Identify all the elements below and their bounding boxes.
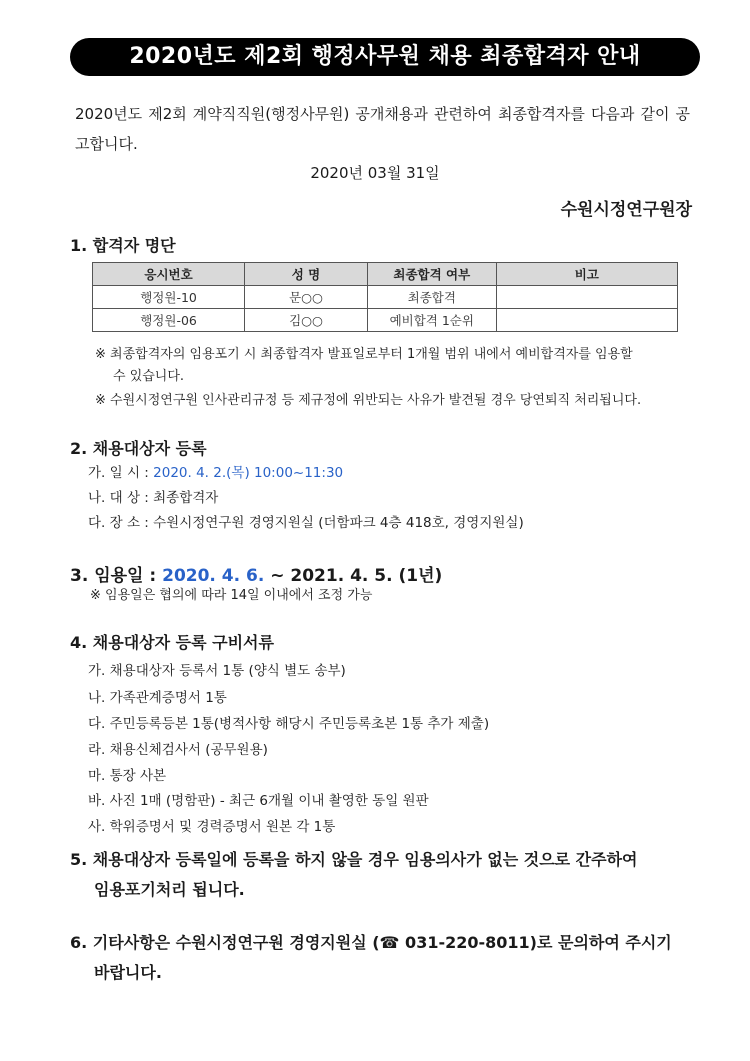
- note-reserve-hire: ※ 최종합격자의 임용포기 시 최종합격자 발표일로부터 1개월 범위 내에서 예비합격자를 임용할 수 있습니다.: [95, 347, 633, 384]
- section-5-text: 5. 채용대상자 등록일에 등록을 하지 않을 경우 임용의사가 없는 것으로 간주하여 임용포기처리 됩니다.: [70, 850, 638, 899]
- result-table: [92, 262, 678, 332]
- result-cell: 예비합격 1순위: [367, 309, 496, 332]
- signer: 수원시정연구원장: [560, 200, 692, 220]
- intro-paragraph: 2020년도 제2회 계약직직원(행정사무원) 공개채용과 관련하여 최종합격자를 다음과 같이 공고합니다.: [75, 105, 690, 153]
- document-item: 가. 채용대상자 등록서 1통 (양식 별도 송부): [88, 663, 346, 679]
- section-3-heading: 3. 임용일 : 2020. 4. 6. ~ 2021. 4. 5. (1년): [70, 566, 443, 586]
- page-title: 2020년도 제2회 행정사무원 채용 최종합격자 안내: [70, 38, 700, 76]
- section-3-note: ※ 임용일은 협의에 따라 14일 이내에서 조정 가능: [90, 588, 373, 603]
- end-date: ~ 2021. 4. 5. (1년): [264, 566, 443, 586]
- section-2-heading: 2. 채용대상자 등록: [70, 439, 207, 458]
- document-item: 라. 채용신체검사서 (공무원용): [88, 742, 268, 758]
- announcement-date: 2020년 03월 31일: [310, 164, 440, 182]
- start-date: 2020. 4. 6.: [162, 566, 265, 586]
- registration-target: 나. 대 상 : 최종합격자: [88, 490, 219, 506]
- table-row: [93, 286, 678, 309]
- document-item: 다. 주민등록등본 1통(병적사항 해당시 주민등록초본 1통 추가 제출): [88, 716, 490, 732]
- registration-datetime: 가. 일 시 : 2020. 4. 2.(목) 10:00~11:30: [88, 465, 344, 481]
- registration-place: 다. 장 소 : 수원시정연구원 경영지원실 (더함파크 4층 418호, 경영지원실): [88, 515, 524, 531]
- column-header: 비고: [496, 263, 677, 286]
- remarks-cell: [496, 286, 677, 309]
- document-item: 사. 학위증명서 및 경력증명서 원본 각 1통: [88, 819, 336, 835]
- remarks-cell: [496, 309, 677, 332]
- exam-number-cell: 행정원-06: [93, 309, 245, 332]
- section-4-heading: 4. 채용대상자 등록 구비서류: [70, 633, 274, 652]
- document-item: 나. 가족관계증명서 1통: [88, 690, 227, 706]
- column-header: 성 명: [245, 263, 368, 286]
- table-row: [93, 309, 678, 332]
- result-cell: 최종합격: [367, 286, 496, 309]
- section-1-heading: 1. 합격자 명단: [70, 236, 176, 255]
- section-6-text: 6. 기타사항은 수원시정연구원 경영지원실 (☎ 031-220-8011)로 문의하여 주시기 바랍니다.: [70, 933, 672, 982]
- document-item: 마. 통장 사본: [88, 768, 167, 784]
- column-header: 최종합격 여부: [367, 263, 496, 286]
- exam-number-cell: 행정원-10: [93, 286, 245, 309]
- table-header-row: [93, 263, 678, 286]
- column-header: 응시번호: [93, 263, 245, 286]
- name-cell: 김○○: [245, 309, 368, 332]
- name-cell: 문○○: [245, 286, 368, 309]
- note-regulation: ※ 수원시정연구원 인사관리규정 등 제규정에 위반되는 사유가 발견될 경우 당연퇴직 처리됩니다.: [95, 393, 642, 408]
- document-item: 바. 사진 1매 (명함판) - 최근 6개월 이내 촬영한 동일 원판: [88, 793, 429, 809]
